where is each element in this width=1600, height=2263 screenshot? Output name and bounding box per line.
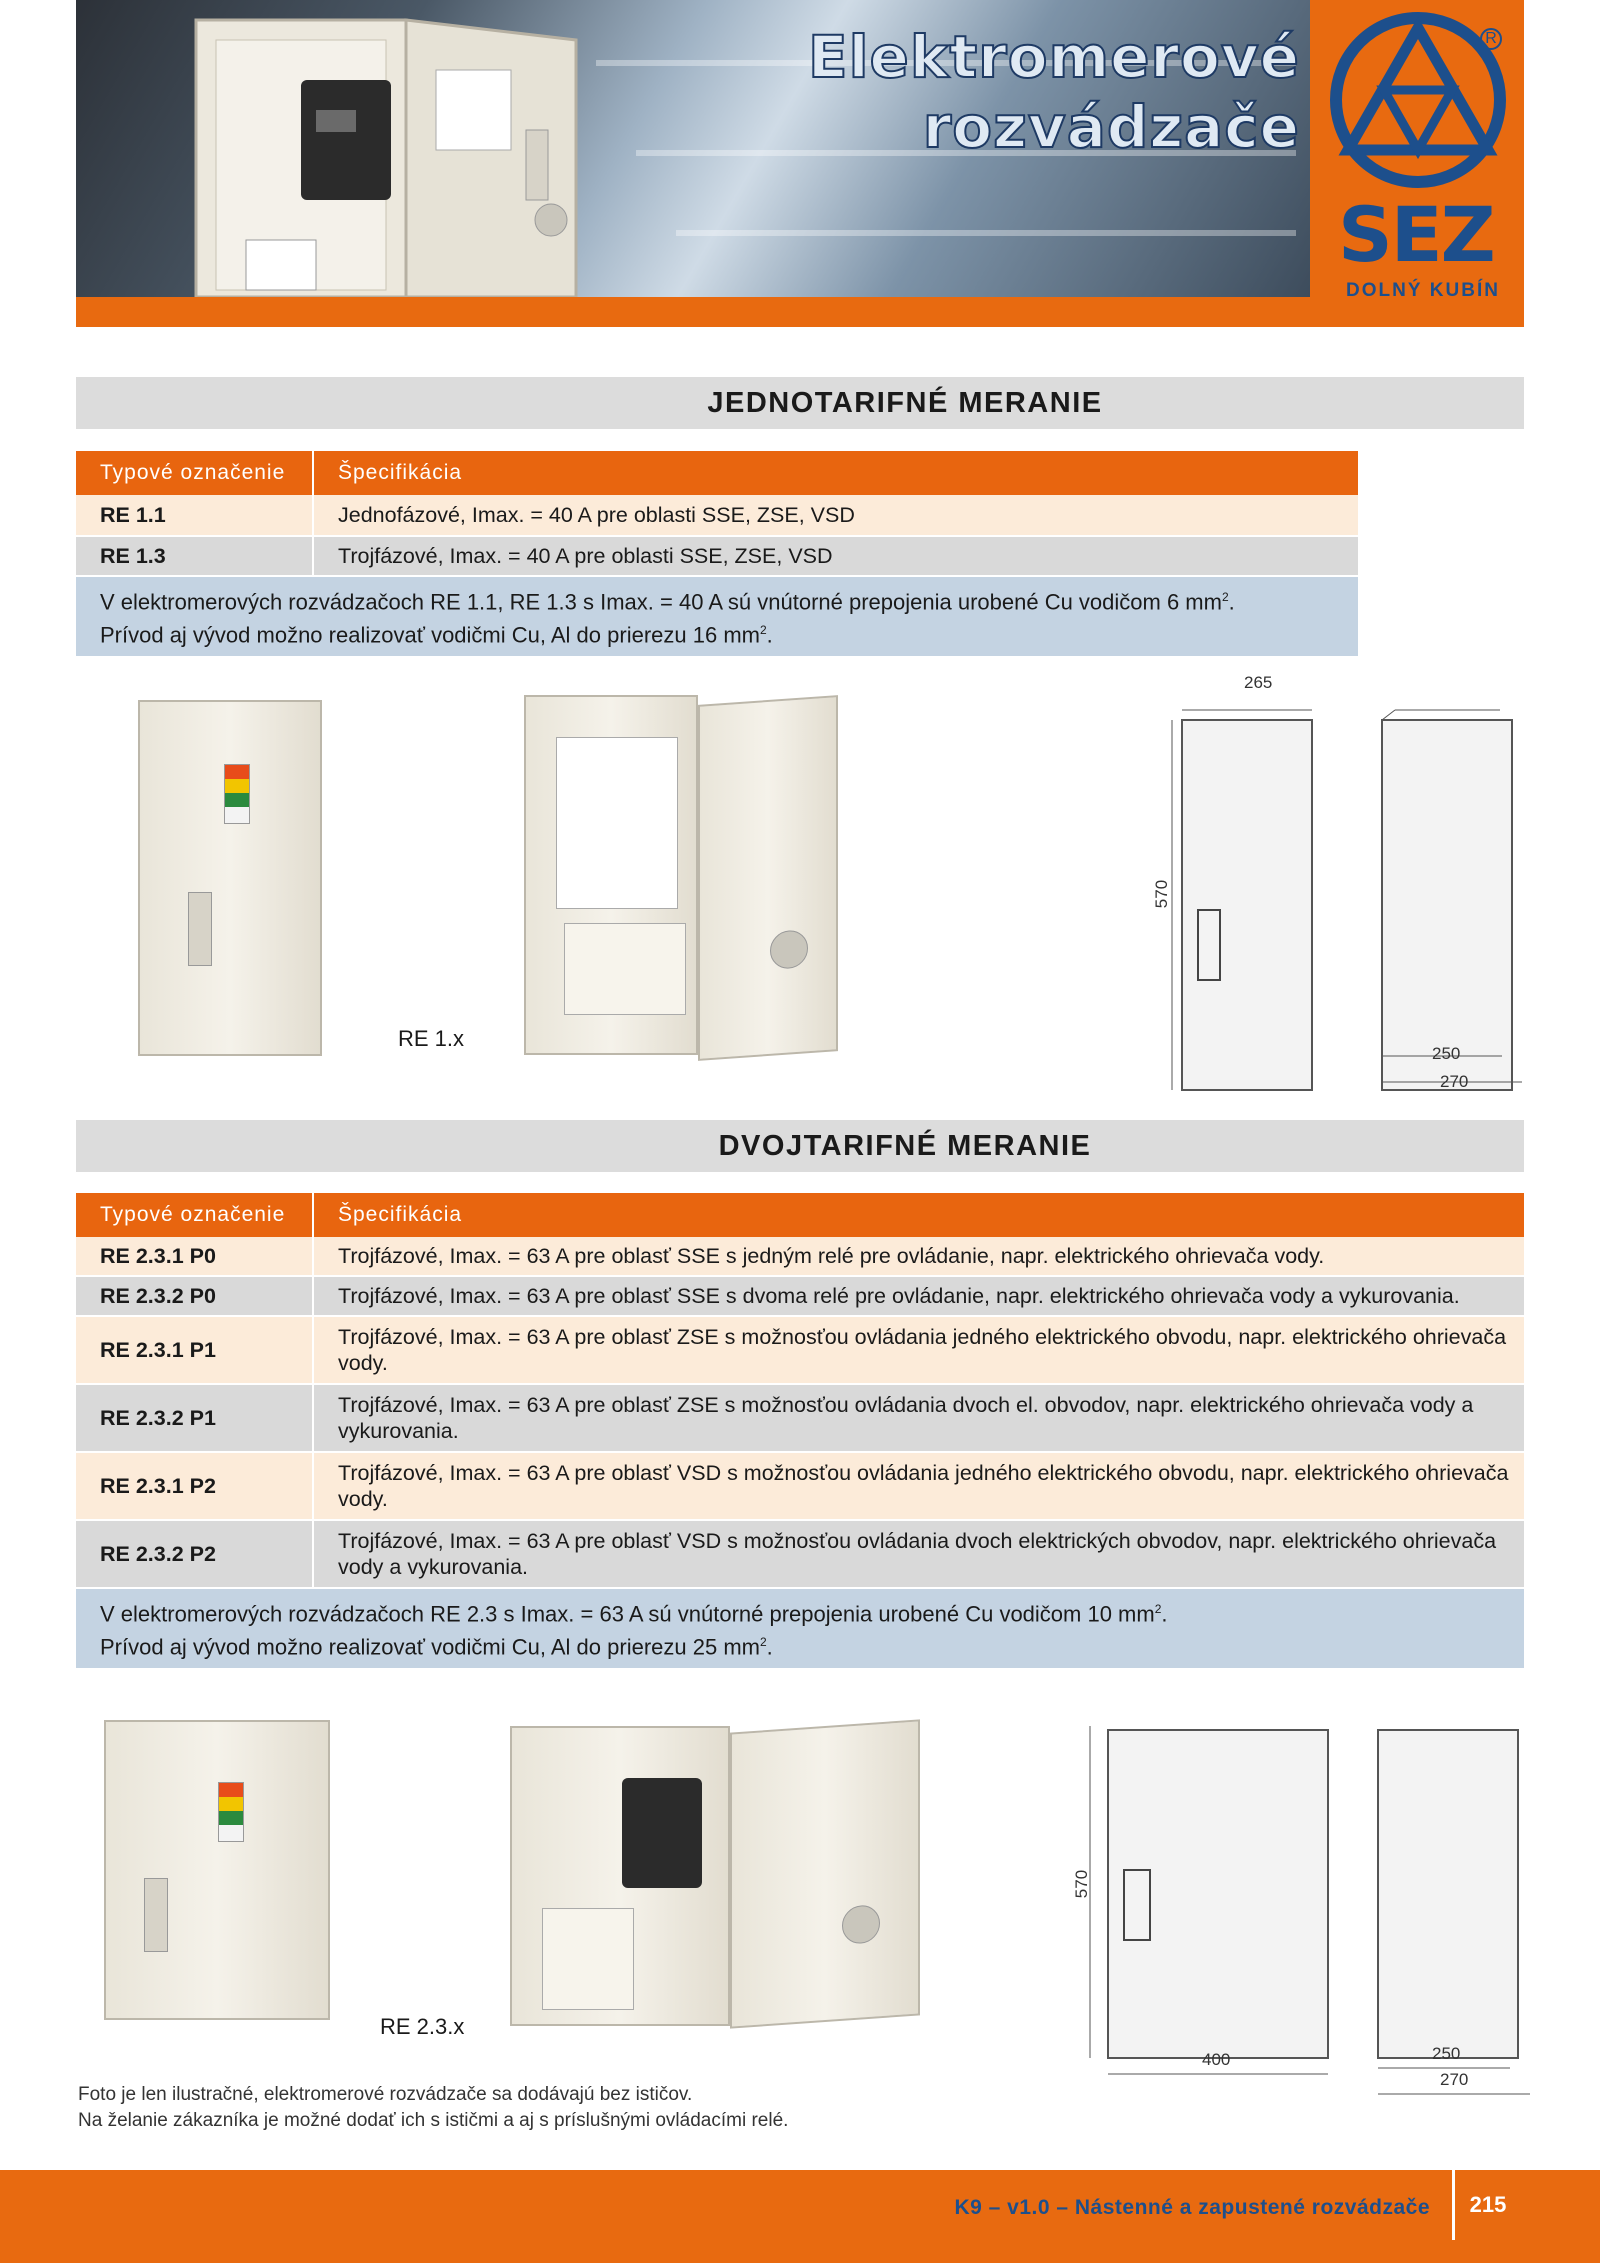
title-line-2: rozvádzače [922,93,1300,161]
row-type: RE 2.3.1 P2 [76,1453,314,1519]
disclaimer-line-1: Foto je len ilustračné, elektromerové rozvádzače sa dodávajú bez ističov. [78,2084,693,2105]
header-type: Typové označenie [76,1193,314,1237]
note-line-1: V elektromerových rozvádzačoch RE 1.1, RE 1.3 s Imax. = 40 A sú vnútorné prepojenia urobené Cu vodičom 6 $mm^2$. [100,589,1235,615]
row-type: RE 2.3.1 P0 [76,1237,314,1275]
dimension-drawing [1080,1710,1540,2110]
logo-name: SEZ [1338,190,1494,279]
dimension-height: 570 [1152,879,1172,909]
table-row [76,1277,1524,1317]
section-title-single-tariff [76,377,1524,429]
row-spec: Trojfázové, Imax. = 63 A pre oblasť ZSE s možnosťou ovládania jedného elektrického obvodu, napr. elektrického ohrievača vody. [338,1325,1507,1375]
section2-title-text: DVOJTARIFNÉ MERANIE [718,1130,1092,1162]
logo-subtitle: DOLNÝ KUBÍN [1346,280,1500,301]
closed-cabinet-photo [104,1720,330,2020]
header-spec: Špecifikácia [338,461,463,484]
row-type: RE 2.3.2 P0 [76,1277,314,1315]
table-header [76,1193,1524,1237]
disclaimer [78,2082,788,2134]
cabinet-door [698,695,838,1061]
dimension-height: 570 [1072,1869,1092,1899]
page-number: 215 [1469,2192,1507,2217]
table-header [76,451,1358,495]
dimension-width: 400 [1202,2050,1231,2069]
registered-mark: R [1480,28,1502,50]
table-note [76,577,1358,656]
row-type: RE 1.3 [76,537,314,575]
row-spec: Trojfázové, Imax. = 63 A pre oblasť ZSE s možnosťou ovládania dvoch el. obvodov, napr. elektrického ohrievača vody a vykurovania. [338,1393,1474,1443]
table-row [76,1317,1524,1385]
section-title-dual-tariff [76,1120,1524,1172]
table-row [76,1453,1524,1521]
note-line-2: Prívod aj vývod možno realizovať vodičmi Cu, Al do prierezu 25 $mm^2$. [100,1634,773,1660]
photo-caption: RE 1.x [398,1026,465,1051]
table-row [76,495,1358,537]
row-type: RE 1.1 [76,495,314,535]
title-line-1: Elektromerové [808,23,1300,91]
dimension-depth-1: 250 [1432,1044,1461,1063]
row-spec: Jednofázové, Imax. = 40 A pre oblasti SSE, ZSE, VSD [338,503,855,527]
disclaimer-line-2: Na želanie zákazníka je možné dodať ich s ističmi a aj s príslušnými ovládacími relé. [78,2110,789,2131]
section1-title-text: JEDNOTARIFNÉ MERANIE [707,387,1103,419]
dimension-drawing [1150,670,1530,1110]
dimension-depth-2: 270 [1440,1072,1469,1091]
dimension-depth-2: 270 [1440,2070,1469,2089]
dimension-depth-1: 250 [1432,2044,1461,2063]
row-spec: Trojfázové, Imax. = 63 A pre oblasť SSE s dvoma relé pre ovládanie, napr. elektrického ohrievača vody a vykurovania. [338,1284,1460,1308]
table-row [76,1385,1524,1453]
dimension-width: 265 [1244,673,1273,692]
closed-cabinet-photo [138,700,322,1056]
row-spec: Trojfázové, Imax. = 63 A pre oblasť SSE s jedným relé pre ovládanie, napr. elektrického ohrievača vody. [338,1244,1325,1268]
open-cabinet-photo [510,1726,730,2026]
row-spec: Trojfázové, Imax. = 40 A pre oblasti SSE, ZSE, VSD [338,544,833,568]
row-type: RE 2.3.1 P1 [76,1317,314,1383]
row-type: RE 2.3.2 P2 [76,1521,314,1587]
photo-caption: RE 2.3.x [380,2014,465,2039]
table-note [76,1589,1524,1668]
footer-chapter-text: K9 – v1.0 – Nástenné a zapustené rozvádzače [954,2196,1430,2219]
row-spec: Trojfázové, Imax. = 63 A pre oblasť VSD s možnosťou ovládania jedného elektrického obvodu, napr. elektrického ohrievača vody. [338,1461,1509,1511]
row-type: RE 2.3.2 P1 [76,1385,314,1451]
open-cabinet-photo [176,0,636,297]
note-line-2: Prívod aj vývod možno realizovať vodičmi Cu, Al do prierezu 16 $mm^2$. [100,622,773,648]
table-row [76,1521,1524,1589]
table-row [76,537,1358,577]
note-line-1: V elektromerových rozvádzačoch RE 2.3 s Imax. = 63 A sú vnútorné prepojenia urobené Cu vodičom 10 $mm^2$. [100,1601,1168,1627]
cabinet-door [730,1719,920,2028]
header-type: Typové označenie [76,451,314,495]
header-spec: Špecifikácia [338,1203,463,1226]
row-spec: Trojfázové, Imax. = 63 A pre oblasť VSD s možnosťou ovládania dvoch elektrických obvodov, napr. elektrického ohrievača vody a vykurovania. [338,1529,1497,1579]
dual-tariff-table [76,1193,1524,1668]
page-title [808,22,1300,162]
table-row [76,1237,1524,1277]
open-cabinet-photo [524,695,698,1055]
single-tariff-table [76,451,1358,656]
